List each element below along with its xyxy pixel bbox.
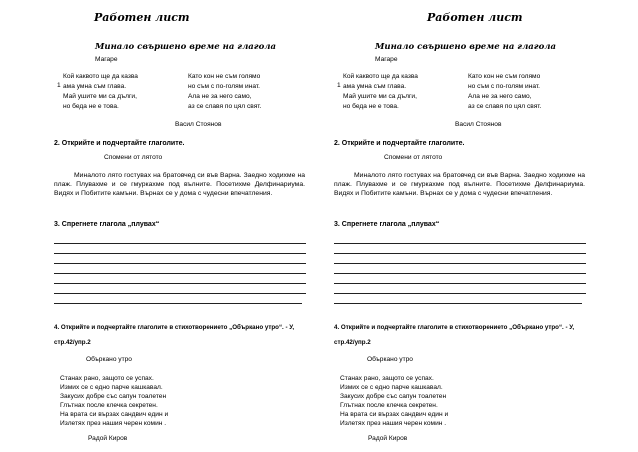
poem-title: Магаре xyxy=(375,56,398,63)
poem-line: Станах рано, защото се успах. xyxy=(60,375,154,382)
poem-line: Глътнах после клечка секретен. xyxy=(340,402,438,409)
worksheet-subtitle: Минало свършено време на глагола xyxy=(95,42,276,52)
poem-line: На врата си вързах сандвич един и xyxy=(60,411,169,418)
task4-poem-author: Радой Киров xyxy=(368,435,408,442)
writing-line[interactable] xyxy=(334,273,586,274)
worksheet-left xyxy=(0,0,305,452)
writing-line[interactable] xyxy=(54,283,306,284)
task2-heading: 2. Открийте и подчертайте глаголите. xyxy=(54,140,185,147)
writing-line[interactable] xyxy=(334,303,582,304)
poem-line: Ала не за него само, xyxy=(188,93,252,100)
poem-author: Васил Стоянов xyxy=(455,121,502,128)
task2-heading: 2. Открийте и подчертайте глаголите. xyxy=(334,140,465,147)
task2-paragraph: Миналото лято гостувах на братовчед си във Варна. Заедно ходихме на плаж. Плувахме и се гмуркахме под вълните. Посетихме Делфинариума. Видях и Побитите камъни. Върнах се у дома с чудесни впечатления. xyxy=(54,172,305,198)
poem-line: но съм с по-голям инат. xyxy=(188,83,261,90)
writing-lines xyxy=(54,243,306,313)
poem-line: Глътнах после клечка секретен. xyxy=(60,402,158,409)
poem-line: Закусих добре със сапун тоалетен xyxy=(60,393,167,400)
task4-heading: 4. Открийте и подчертайте глаголите в стихотворението „Объркано утро“. - У, стр.42/упр.2 xyxy=(54,324,295,346)
poem-line: ама умна съм глава. xyxy=(343,83,407,90)
writing-line[interactable] xyxy=(54,253,306,254)
poem-line: Кой каквото ще да казва xyxy=(63,73,138,80)
poem-line: Станах рано, защото се успах. xyxy=(340,375,434,382)
poem-line: Май ушите ми са дълги, xyxy=(63,93,137,100)
task4-heading: 4. Открийте и подчертайте глаголите в стихотворението „Объркано утро“. - У, стр.42/упр.2 xyxy=(334,324,575,346)
poem-line: но съм с по-голям инат. xyxy=(468,83,541,90)
poem-line: Излетях през нашия черен комин . xyxy=(60,420,167,427)
poem-line: Като кон не съм голямо xyxy=(188,73,261,80)
task4-poem-title: Объркано утро xyxy=(367,356,413,363)
writing-lines xyxy=(334,243,586,313)
writing-line[interactable] xyxy=(54,243,306,244)
poem-line: Закусих добре със сапун тоалетен xyxy=(340,393,447,400)
poem-line: но беда не е това. xyxy=(63,103,119,110)
writing-line[interactable] xyxy=(334,243,586,244)
poem-line: ама умна съм глава. xyxy=(63,83,127,90)
task2-paragraph: Миналото лято гостувах на братовчед си във Варна. Заедно ходихме на плаж. Плувахме и се гмуркахме под вълните. Посетихме Делфинариума. Видях и Побитите камъни. Върнах се у дома с чудесни впечатления. xyxy=(334,172,585,198)
task4-poem-title: Объркано утро xyxy=(86,356,132,363)
poem-author: Васил Стоянов xyxy=(175,121,222,128)
task3-heading: 3. Спрегнете глагола „плувах“ xyxy=(334,221,440,228)
task2-text-title: Спомени от лятото xyxy=(384,154,443,161)
writing-line[interactable] xyxy=(54,293,306,294)
poem-line: Излетях през нашия черен комин . xyxy=(340,420,447,427)
worksheet-title: Работен лист xyxy=(94,11,190,24)
poem-line: Май ушите ми са дълги, xyxy=(343,93,417,100)
writing-line[interactable] xyxy=(334,253,586,254)
poem-line: Измих се с едно парче кашкавал. xyxy=(60,384,163,391)
poem-line: Като кон не съм голямо xyxy=(468,73,541,80)
worksheet-right xyxy=(333,0,638,452)
poem-line: Ала не за него само, xyxy=(468,93,532,100)
writing-line[interactable] xyxy=(334,263,586,264)
writing-line[interactable] xyxy=(334,283,586,284)
writing-line[interactable] xyxy=(54,273,306,274)
poem-line: аз се славя по цял свят. xyxy=(468,103,542,110)
task2-text-title: Спомени от лятото xyxy=(104,154,163,161)
poem-line: На врата си вързах сандвич един и xyxy=(340,411,449,418)
task3-heading: 3. Спрегнете глагола „плувах“ xyxy=(54,221,160,228)
worksheet-title: Работен лист xyxy=(427,11,523,24)
poem-line: аз се славя по цял свят. xyxy=(188,103,262,110)
writing-line[interactable] xyxy=(54,303,302,304)
poem-number: 1 xyxy=(337,82,341,89)
poem-line: Кой каквото ще да казва xyxy=(343,73,418,80)
poem-number: 1 xyxy=(57,82,61,89)
writing-line[interactable] xyxy=(334,293,586,294)
poem-line: Измих се с едно парче кашкавал. xyxy=(340,384,443,391)
poem-line: но беда не е това. xyxy=(343,103,399,110)
writing-line[interactable] xyxy=(54,263,306,264)
task4-poem-author: Радой Киров xyxy=(88,435,128,442)
poem-title: Магаре xyxy=(95,56,118,63)
worksheet-subtitle: Минало свършено време на глагола xyxy=(375,42,556,52)
